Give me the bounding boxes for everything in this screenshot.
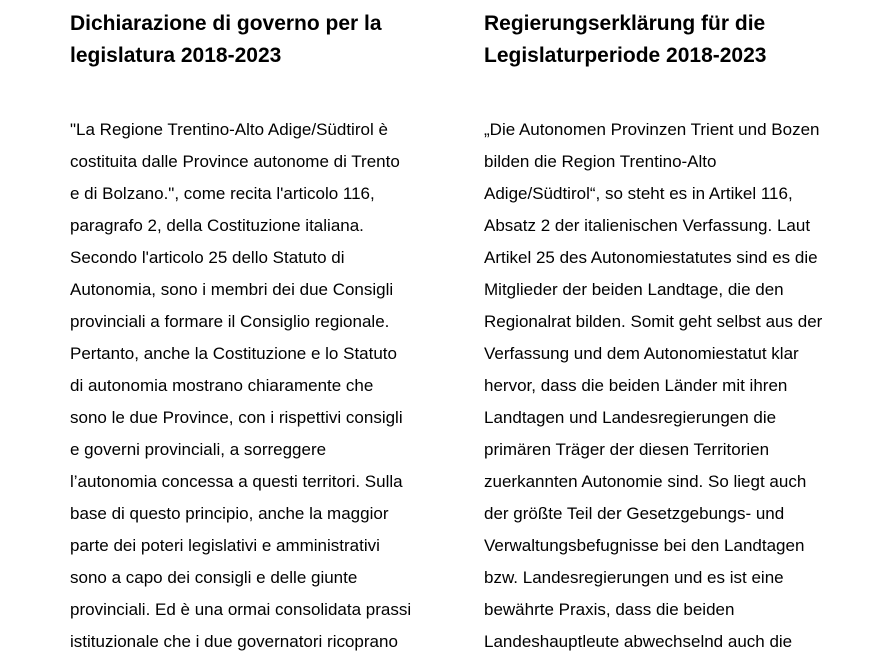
italian-body-line: di autonomia mostrano chiaramente che — [70, 376, 374, 395]
german-body-paragraph — [484, 114, 822, 658]
italian-body-paragraph — [70, 114, 411, 658]
italian-body-line: provinciali a formare il Consiglio regionale. — [70, 312, 390, 331]
german-body-line: „Die Autonomen Provinzen Trient und Bozen — [484, 120, 820, 139]
german-title-line: Regierungserklärung für die — [484, 12, 766, 35]
german-body-line: Verwaltungsbefugnisse bei den Landtagen — [484, 536, 805, 555]
german-body-line: der größte Teil der Gesetzgebungs- und — [484, 504, 785, 523]
italian-body-line: "La Regione Trentino-Alto Adige/Südtirol è — [70, 120, 388, 139]
italian-body-line: sono le due Province, con i rispettivi consigli — [70, 408, 403, 427]
italian-body-line: costituita dalle Province autonome di Trento — [70, 152, 400, 171]
italian-body-line: Autonomia, sono i membri dei due Consigli — [70, 280, 394, 299]
german-column — [484, 0, 864, 651]
german-body-line: Artikel 25 des Autonomiestatutes sind es die — [484, 248, 818, 267]
german-body-line: primären Träger der diesen Territorien — [484, 440, 770, 459]
german-body-line: hervor, dass die beiden Länder mit ihren — [484, 376, 788, 395]
italian-column — [70, 0, 450, 651]
german-title — [484, 0, 864, 68]
german-body-line: Adige/Südtirol“, so steht es in Artikel 116, — [484, 184, 793, 203]
italian-body-line: provinciali. Ed è una ormai consolidata prassi — [70, 600, 412, 619]
german-body-line: Landeshauptleute abwechselnd auch die — [484, 632, 793, 651]
german-body-line: bewährte Praxis, dass die beiden — [484, 600, 735, 619]
german-body-line: bzw. Landesregierungen und es ist eine — [484, 568, 784, 587]
italian-body-line: e governi provinciali, a sorreggere — [70, 440, 327, 459]
italian-body-line: sono a capo dei consigli e delle giunte — [70, 568, 358, 587]
italian-title — [70, 0, 450, 68]
italian-body-line: e di Bolzano.", come recita l'articolo 116, — [70, 184, 375, 203]
italian-body-line: Pertanto, anche la Costituzione e lo Statuto — [70, 344, 397, 363]
german-title-line: Legislaturperiode 2018-2023 — [484, 44, 767, 67]
italian-body-line: paragrafo 2, della Costituzione italiana. — [70, 216, 364, 235]
italian-body-line: parte dei poteri legislativi e amministrativi — [70, 536, 380, 555]
italian-title-line: Dichiarazione di governo per la — [70, 12, 382, 35]
german-body-line: zuerkannten Autonomie sind. So liegt auch — [484, 472, 807, 491]
italian-body-line: istituzionale che i due governatori ricoprano — [70, 632, 398, 651]
german-body-line: Verfassung und dem Autonomiestatut klar — [484, 344, 799, 363]
german-body-line: Landtagen und Landesregierungen die — [484, 408, 777, 427]
italian-body-line: l’autonomia concessa a questi territori. Sulla — [70, 472, 403, 491]
italian-title-line: legislatura 2018-2023 — [70, 44, 282, 67]
german-body-line: Regionalrat bilden. Somit geht selbst aus der — [484, 312, 823, 331]
italian-body-line: base di questo principio, anche la maggior — [70, 504, 389, 523]
german-body-line: Absatz 2 der italienischen Verfassung. Laut — [484, 216, 811, 235]
german-body-line: bilden die Region Trentino-Alto — [484, 152, 717, 171]
german-body-line: Mitglieder der beiden Landtage, die den — [484, 280, 784, 299]
italian-body-line: Secondo l'articolo 25 dello Statuto di — [70, 248, 345, 267]
